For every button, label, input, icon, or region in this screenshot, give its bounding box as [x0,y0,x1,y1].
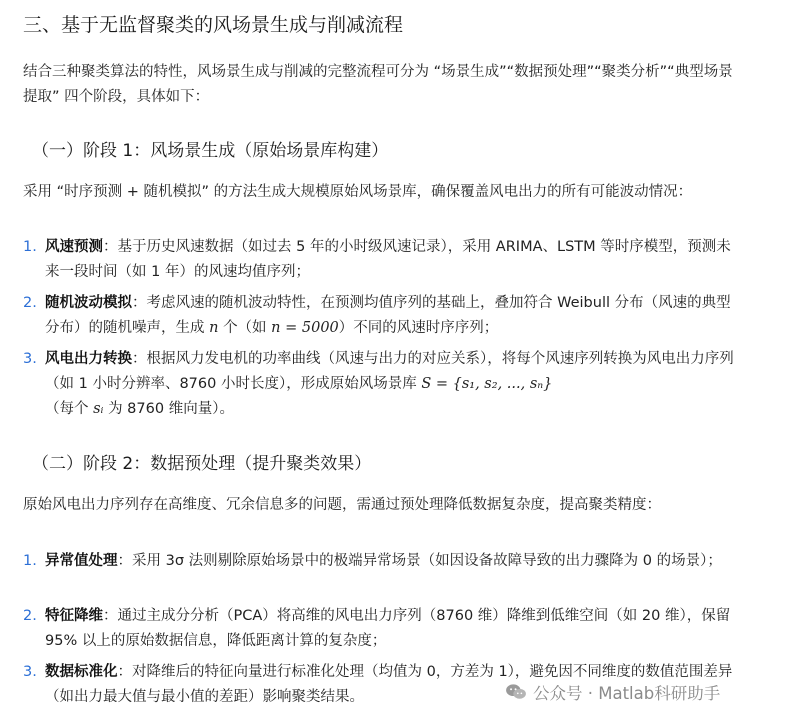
item-title: 风电出力转换 [45,351,132,367]
item-text: （每个 [45,401,89,417]
list-item-body [45,235,743,285]
stage1-item-3 [23,347,743,422]
stage1-item-2 [23,291,743,341]
item-text: 为 8760 维向量）。 [108,401,234,417]
item-text: 个（如 [223,320,267,336]
item-text: ：对降维后的特征向量进行标准化处理（均值为 0，方差为 1），避免因不同维度的数值范围差异（如出力最大值与最小值的差距）影响聚类结果。 [45,664,733,705]
item-text: ）不同的风速时序序列； [338,320,499,336]
list-number: 2. [23,608,37,624]
list-number: 2. [23,295,37,311]
section-title: 三、基于无监督聚类的风场景生成与削减流程 [23,14,404,36]
item-text: ：通过主成分分析（PCA）将高维的风电出力序列（8760 维）降维到低维空间（如 20 维），保留 95% 以上的原始数据信息，降低距离计算的复杂度； [45,608,731,649]
list-number: 1. [23,553,37,569]
stage1-intro: 采用 “时序预测 + 随机模拟” 的方法生成大规模原始风场景库，确保覆盖风电出力的所有可能波动情况： [23,184,693,200]
intro-paragraph: 结合三种聚类算法的特性，风场景生成与削减的完整流程可分为 “场景生成”“数据预处理”“聚类分析”“典型场景提取” 四个阶段，具体如下： [23,64,733,105]
wechat-icon [505,683,527,701]
item-text: ：采用 3σ 法则剔除原始场景中的极端异常场景（如因设备故障导致的出力骤降为 0 的场景）； [117,553,722,569]
math-si: sᵢ [93,401,104,417]
item-title: 数据标准化 [45,664,118,680]
watermark [505,679,720,705]
list-item-body [45,549,743,574]
list-number: 3. [23,351,37,367]
stage1-item-1 [23,235,743,285]
item-title: 随机波动模拟 [45,295,132,311]
list-number: 1. [23,239,37,255]
item-text: ：考虑风速的随机波动特性，在预测均值序列的基础上，叠加符合 Weibull 分布（风速的典型分布）的随机噪声，生成 [45,295,731,336]
item-title: 风速预测 [45,239,103,255]
item-title: 异常值处理 [45,553,118,569]
item-text: ：基于历史风速数据（如过去 5 年的小时级风速记录），采用 ARIMA、LSTM 等时序模型，预测未来一段时间（如 1 年）的风速均值序列； [45,239,731,280]
stage2-intro: 原始风电出力序列存在高维度、冗余信息多的问题，需通过预处理降低数据复杂度，提高聚类精度： [23,497,661,513]
watermark-text: 公众号 · Matlab科研助手 [533,684,721,703]
math-n: n [209,320,219,336]
stage2-item-1 [23,549,743,574]
item-text: ：根据风力发电机的功率曲线（风速与出力的对应关系），将每个风速序列转换为风电出力序列（如 1 小时分辨率、8760 小时长度），形成原始风场景库 [45,351,734,392]
list-item-body [45,347,743,422]
stage1-heading: （一）阶段 1：风场景生成（原始场景库构建） [32,141,389,161]
math-equation: n = 5000 [271,320,339,336]
stage2-item-2 [23,604,743,654]
list-item-body [45,291,743,341]
stage2-heading: （二）阶段 2：数据预处理（提升聚类效果） [32,454,372,474]
math-set: S = {s₁, s₂, ..., sₙ} [421,376,553,392]
list-item-body [45,604,743,654]
list-number: 3. [23,664,37,680]
item-title: 特征降维 [45,608,103,624]
